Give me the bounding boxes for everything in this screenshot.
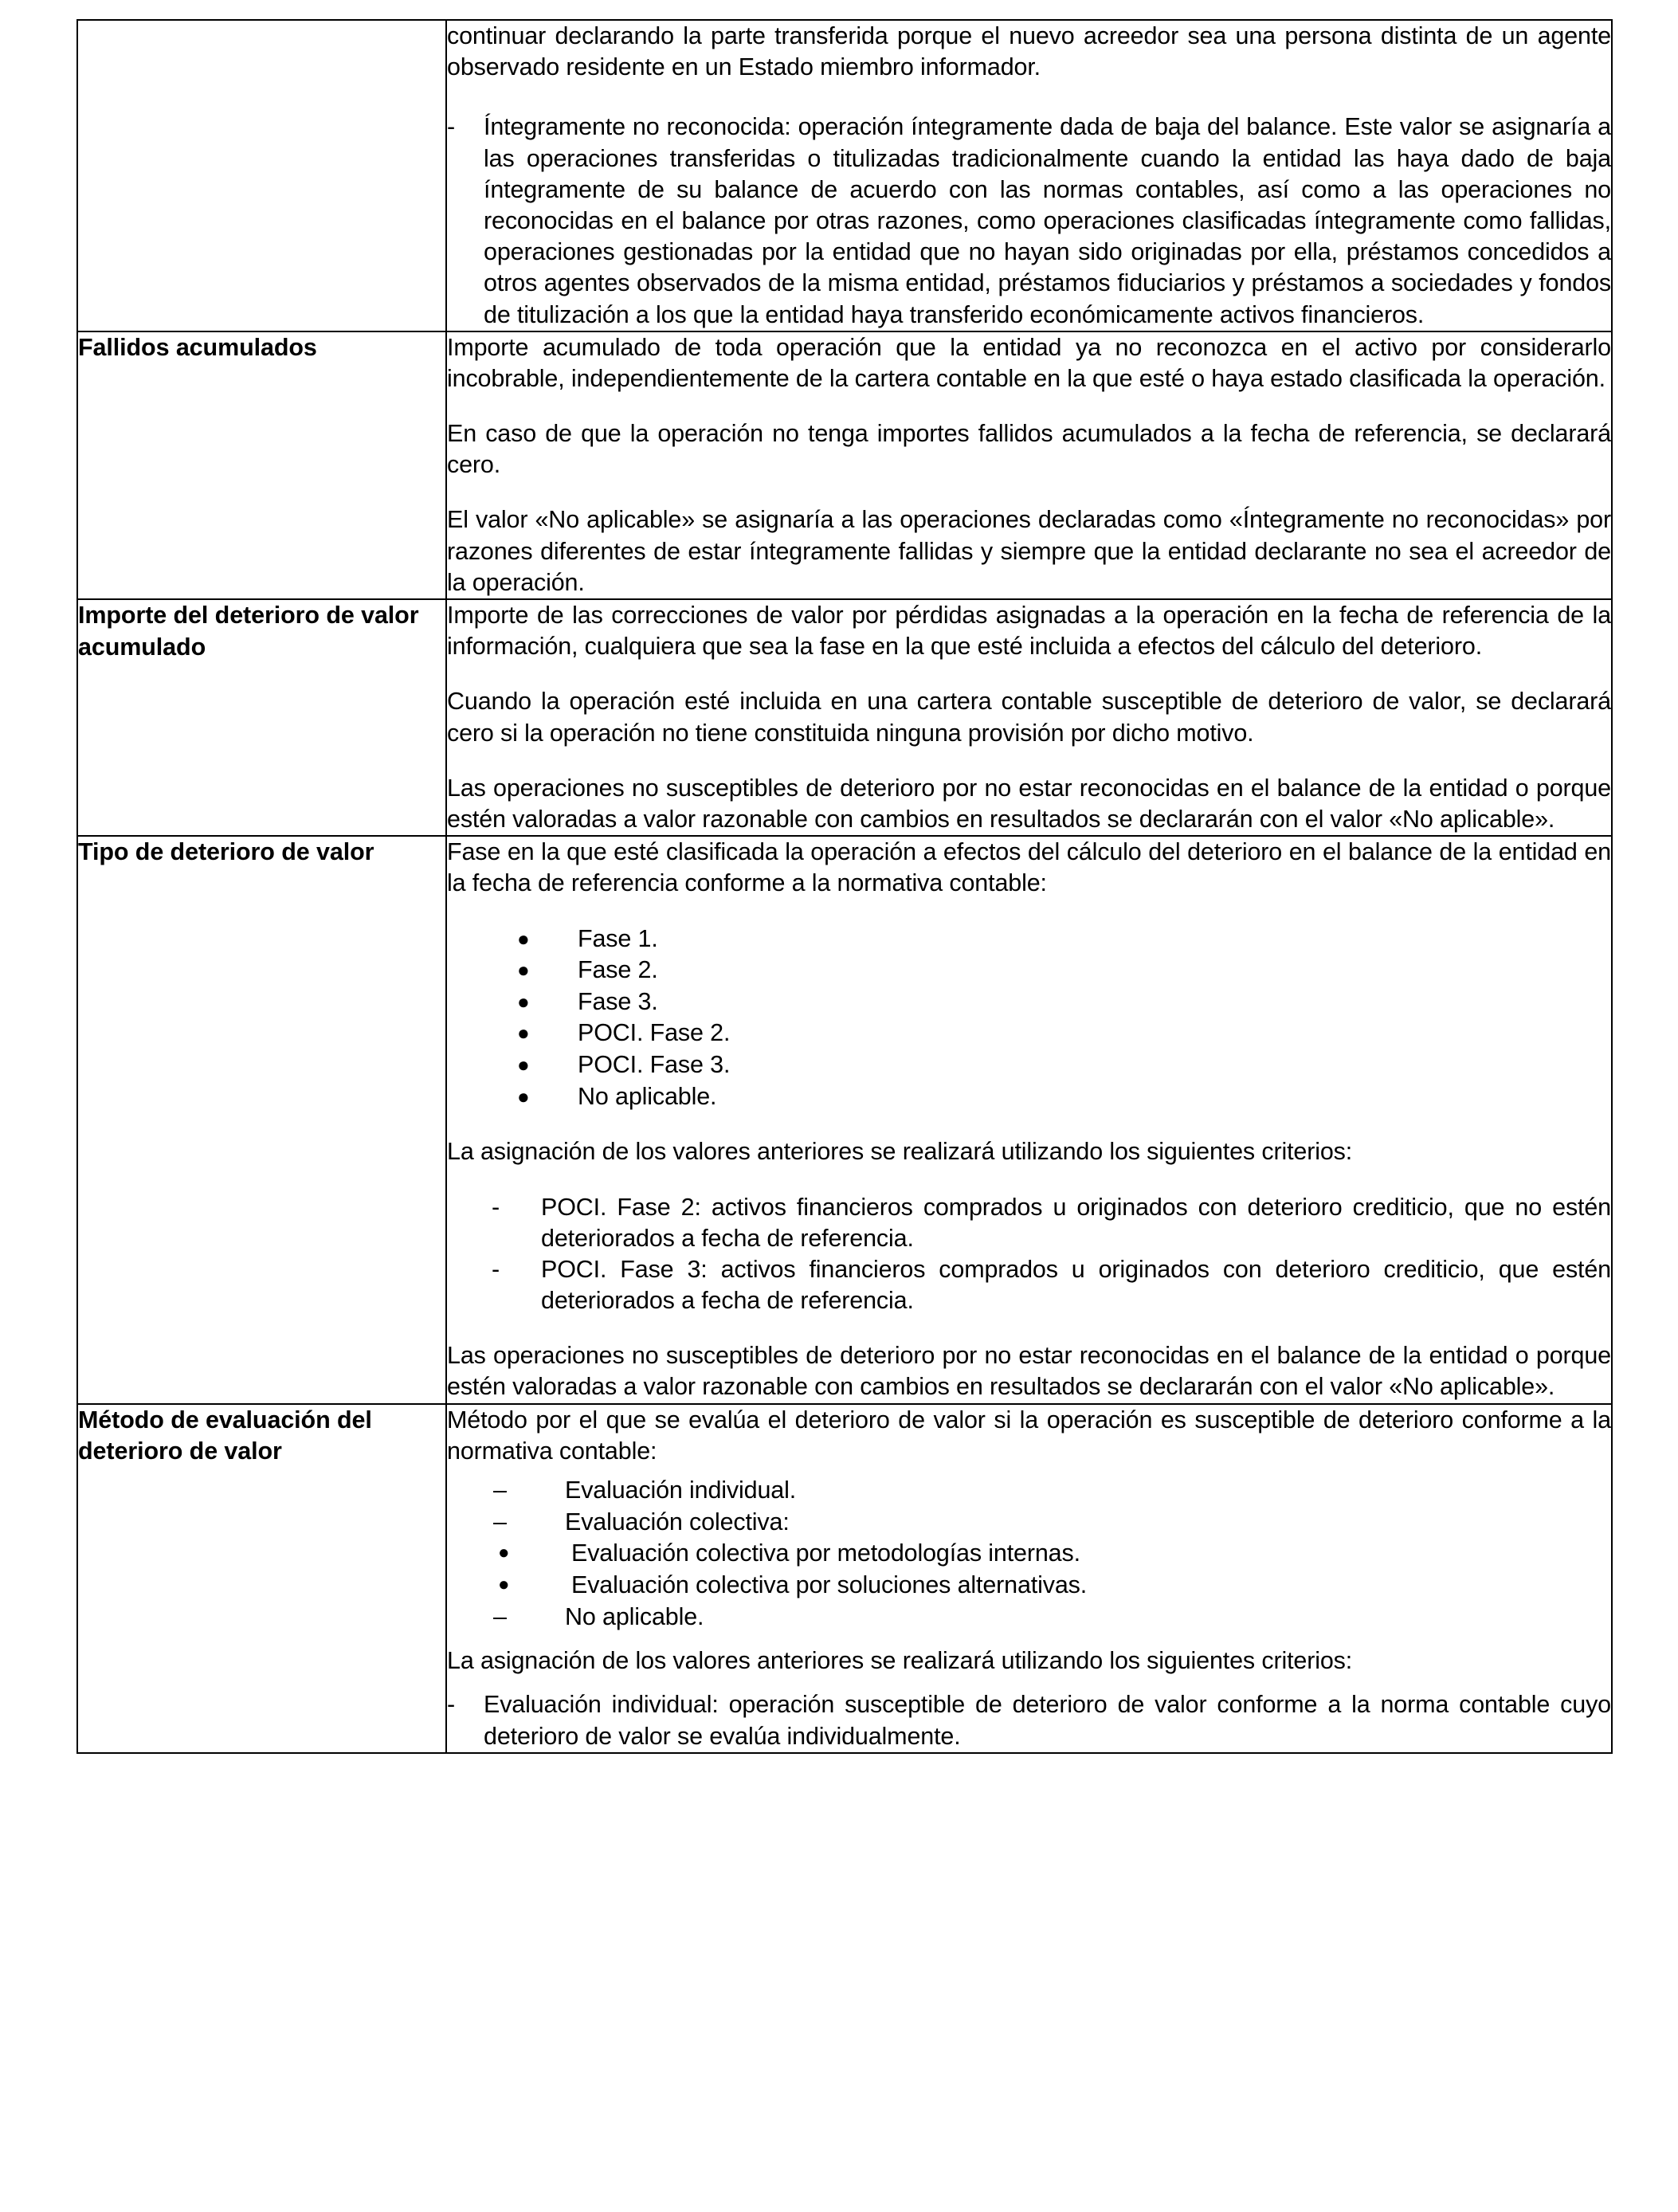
list-item-label: No aplicable. (578, 1082, 717, 1110)
dash-marker: - (492, 1255, 500, 1283)
closing-paragraph: Las operaciones no susceptibles de deterioro por no estar reconocidas en el balance de la entidad o porque estén valoradas a valor razonable con cambios en resultados se declararán con el valor «No aplicable». (447, 1342, 1611, 1401)
dash-marker: - (492, 1193, 500, 1221)
list-item-label: POCI. Fase 3. (578, 1051, 731, 1079)
list-item-label: POCI. Fase 2: activos financieros comprados u originados con deterioro crediticio, que no estén deteriorados a fecha de referencia. (541, 1193, 1611, 1252)
list-item-label: Fase 2. (578, 956, 658, 984)
table-row (77, 20, 1612, 331)
bullet-icon: ● (498, 1573, 510, 1595)
list-item-label: Evaluación colectiva por soluciones alternativas. (571, 1571, 1088, 1598)
list-item-label: Evaluación colectiva: (565, 1508, 790, 1535)
list-item-label: POCI. Fase 2. (578, 1019, 731, 1047)
dash-marker: - (447, 113, 456, 141)
term-cell-metodo-evaluacion (77, 1404, 446, 1753)
list-item (517, 924, 1611, 955)
term-label: Importe del deterioro de valor acumulado (78, 602, 419, 661)
term-label: Fallidos acumulados (78, 333, 317, 361)
list-item-label: Evaluación individual. (565, 1477, 797, 1504)
table-row (77, 599, 1612, 836)
intro-paragraph: Método por el que se evalúa el deterioro de valor si la operación es susceptible de deterioro conforme a la normativa contable: (447, 1406, 1611, 1465)
list-item (517, 1018, 1611, 1049)
dash-list (447, 112, 1611, 330)
list-item-label: No aplicable. (565, 1602, 704, 1630)
continued-paragraph: continuar declarando la parte transferida porque el nuevo acreedor sea una persona distinta de un agente observado residente en un Estado miembro informador. (447, 22, 1611, 81)
bullet-icon: ● (517, 1021, 530, 1045)
method-values-list (488, 1475, 1611, 1633)
table-row (77, 836, 1612, 1404)
paragraph: Cuando la operación esté incluida en una cartera contable susceptible de deterioro de valor, se declarará cero si la operación no tiene constituida ninguna provisión por dicho motivo. (447, 688, 1611, 747)
list-item (447, 1689, 1611, 1751)
criteria-intro: La asignación de los valores anteriores se realizará utilizando los siguientes criterios: (447, 1138, 1353, 1166)
list-item (492, 1192, 1611, 1254)
list-item (517, 1049, 1611, 1081)
list-item-label: Fase 3. (578, 987, 658, 1015)
list-item (492, 1254, 1611, 1316)
bullet-icon: ● (517, 1084, 530, 1108)
paragraph: Importe de las correcciones de valor por pérdidas asignadas a la operación en la fecha de referencia de la información, cualquiera que sea la fase en la que esté incluida a efectos del cálculo del deterioro. (447, 602, 1611, 661)
table-row (77, 331, 1612, 599)
bullet-icon: ● (517, 989, 530, 1014)
bullet-icon: ● (498, 1542, 510, 1564)
paragraph: Importe acumulado de toda operación que la entidad ya no reconozca en el activo por considerarlo incobrable, independientemente de la cartera contable en la que esté o haya estado clasificada la operación. (447, 333, 1611, 392)
definitions-table (76, 19, 1613, 1754)
list-item (517, 955, 1611, 986)
values-bullet-list (517, 924, 1611, 1113)
term-cell-importe-deterioro-acumulado (77, 599, 446, 836)
list-item (488, 1475, 1611, 1507)
criteria-dash-list (447, 1689, 1611, 1751)
endash-marker: – (493, 1602, 507, 1630)
description-cell (446, 836, 1612, 1404)
description-cell (446, 20, 1612, 331)
list-item (488, 1507, 1611, 1539)
bullet-icon: ● (517, 926, 530, 951)
list-item (517, 986, 1611, 1018)
term-cell-fallidos-acumulados (77, 331, 446, 599)
description-cell (446, 331, 1612, 599)
description-cell (446, 1404, 1612, 1753)
list-item-label: Evaluación individual: operación susceptible de deterioro de valor conforme a la norma contable cuyo deterioro de valor se evalúa individualmente. (484, 1691, 1611, 1750)
list-item (517, 1081, 1611, 1113)
term-cell-empty (77, 20, 446, 331)
endash-marker: – (493, 1477, 507, 1504)
intro-paragraph: Fase en la que esté clasificada la operación a efectos del cálculo del deterioro en el balance de la entidad en la fecha de referencia conforme a la normativa contable: (447, 838, 1611, 897)
list-item (447, 112, 1611, 330)
list-item (488, 1570, 1611, 1602)
table-row (77, 1404, 1612, 1753)
list-item (488, 1538, 1611, 1570)
bullet-icon: ● (517, 1053, 530, 1077)
paragraph: El valor «No aplicable» se asignaría a las operaciones declaradas como «Íntegramente no reconocidas» por razones diferentes de estar íntegramente fallidas y siempre que la entidad declarante no sea el acreedor de la operación. (447, 506, 1611, 596)
criteria-intro: La asignación de los valores anteriores se realizará utilizando los siguientes criterios: (447, 1647, 1353, 1675)
description-cell (446, 599, 1612, 836)
list-item (488, 1602, 1611, 1634)
term-cell-tipo-deterioro (77, 836, 446, 1404)
criteria-dash-list (492, 1192, 1611, 1317)
term-label: Tipo de deterioro de valor (78, 838, 374, 866)
bullet-icon: ● (517, 958, 530, 982)
paragraph: En caso de que la operación no tenga importes fallidos acumulados a la fecha de referencia, se declarará cero. (447, 420, 1611, 479)
paragraph: Las operaciones no susceptibles de deterioro por no estar reconocidas en el balance de la entidad o porque estén valoradas a valor razonable con cambios en resultados se declararán con el valor «No aplicable». (447, 774, 1611, 833)
list-item-label: Fase 1. (578, 924, 658, 952)
list-item-label: Evaluación colectiva por metodologías internas. (571, 1539, 1080, 1567)
endash-marker: – (493, 1508, 507, 1535)
list-item-label: POCI. Fase 3: activos financieros comprados u originados con deterioro crediticio, que estén deteriorados a fecha de referencia. (541, 1255, 1611, 1315)
dash-marker: - (447, 1691, 456, 1719)
list-item-label: Íntegramente no reconocida: operación íntegramente dada de baja del balance. Este valor se asignaría a las operaciones transferidas o titulizadas tradicionalmente cuando la entidad las haya dado de baja íntegramente de su balance de acuerdo con las normas contables, así como a las operaciones no reconocidas en el balance por otras razones, como operaciones clasificadas íntegramente como fallidas, operaciones gestionadas por la entidad que no hayan sido originadas por ella, préstamos concedidos a otros agentes observados de la misma entidad, préstamos fiduciarios y préstamos a sociedades y fondos de titulización a los que la entidad haya transferido económicamente activos financieros. (484, 113, 1611, 328)
term-label: Método de evaluación del deterioro de valor (78, 1406, 372, 1465)
